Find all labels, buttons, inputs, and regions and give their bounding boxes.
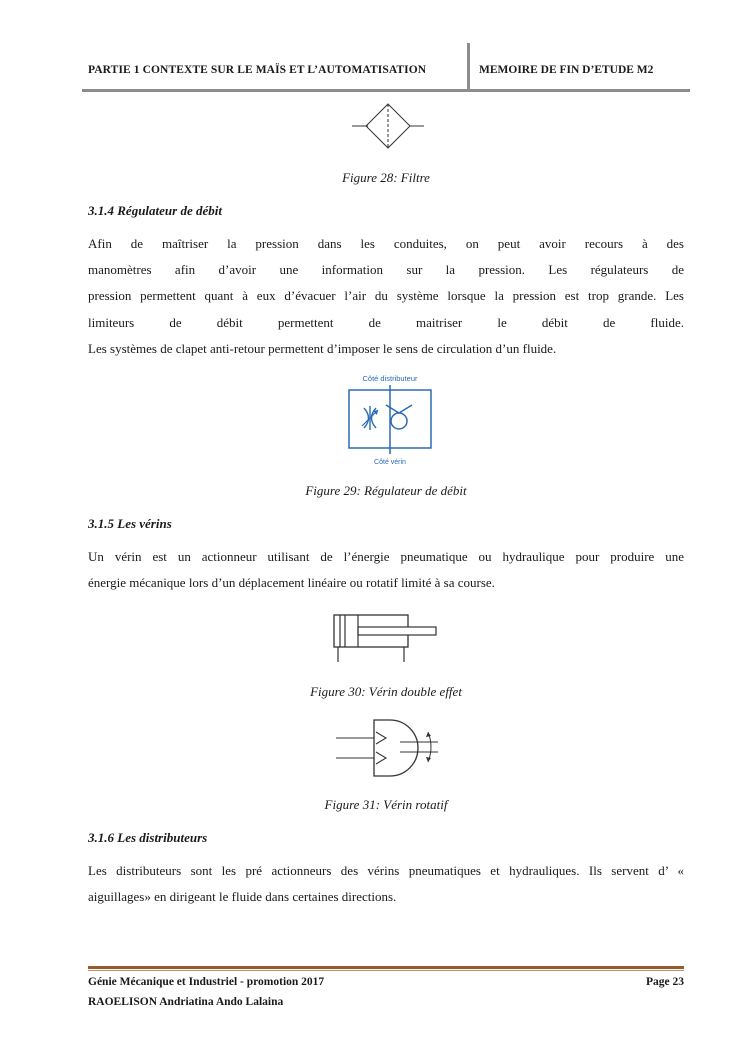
header-divider <box>467 43 470 91</box>
section-3-1-6-paragraph <box>88 858 684 910</box>
paragraph-line: Les distributeurs sont les pré actionneurs des vérins pneumatiques et hydrauliques. Ils servent d’ « <box>88 863 684 878</box>
footer-program: Génie Mécanique et Industriel - promotion 2017 <box>88 976 325 988</box>
footer-author: RAOELISON Andriatina Ando Lalaina <box>88 996 284 1008</box>
header-rule <box>82 89 690 92</box>
figure-28-caption: Figure 28: Filtre <box>342 170 430 185</box>
filter-symbol-figure <box>350 100 426 152</box>
figure-31-caption: Figure 31: Vérin rotatif <box>324 797 448 812</box>
page-number: Page 23 <box>645 976 684 988</box>
flow-regulator-figure <box>340 370 440 466</box>
footer-rule <box>88 966 684 969</box>
section-3-1-5-paragraph <box>88 544 684 596</box>
paragraph-line: pression permettent quant à eux d’évacuer l’air du système lorsque la pression est trop grande. Les <box>88 288 684 304</box>
header-chapter-title: PARTIE 1 CONTEXTE SUR LE MAÏS ET L’AUTOMATISATION <box>88 64 427 76</box>
flow-regulator-label-top: Côté distributeur <box>362 374 418 383</box>
header-document-title: MEMOIRE DE FIN D’ETUDE M2 <box>479 64 654 76</box>
rotary-cylinder-figure <box>334 712 442 782</box>
section-3-1-6-heading: 3.1.6 Les distributeurs <box>88 830 208 845</box>
paragraph-line: manomètres afin d’avoir une information sur la pression. Les régulateurs de <box>88 262 684 278</box>
double-acting-cylinder-figure <box>328 610 440 666</box>
paragraph-line: Un vérin est un actionneur utilisant de l’énergie pneumatique ou hydraulique pour produire une <box>88 549 684 564</box>
paragraph-line: Afin de maîtriser la pression dans les conduites, on peut avoir recours à des <box>88 236 684 251</box>
section-3-1-5-heading: 3.1.5 Les vérins <box>88 516 172 531</box>
figure-29-caption: Figure 29: Régulateur de débit <box>305 483 467 498</box>
section-3-1-4-heading: 3.1.4 Régulateur de débit <box>88 203 222 218</box>
paragraph-line: Les systèmes de clapet anti-retour permettent d’imposer le sens de circulation d’un fluide. <box>88 340 557 356</box>
paragraph-line: limiteurs de débit permettent de maitriser le débit de fluide. <box>88 314 684 330</box>
paragraph-line: aiguillages» en dirigeant le fluide dans certaines directions. <box>88 889 397 905</box>
figure-30-caption: Figure 30: Vérin double effet <box>310 684 462 699</box>
flow-regulator-label-bottom: Côté vérin <box>374 459 406 466</box>
footer-rule-thin <box>88 970 684 971</box>
paragraph-line: énergie mécanique lors d’un déplacement linéaire ou rotatif limité à sa course. <box>88 575 495 591</box>
section-3-1-4-paragraph <box>88 231 684 362</box>
